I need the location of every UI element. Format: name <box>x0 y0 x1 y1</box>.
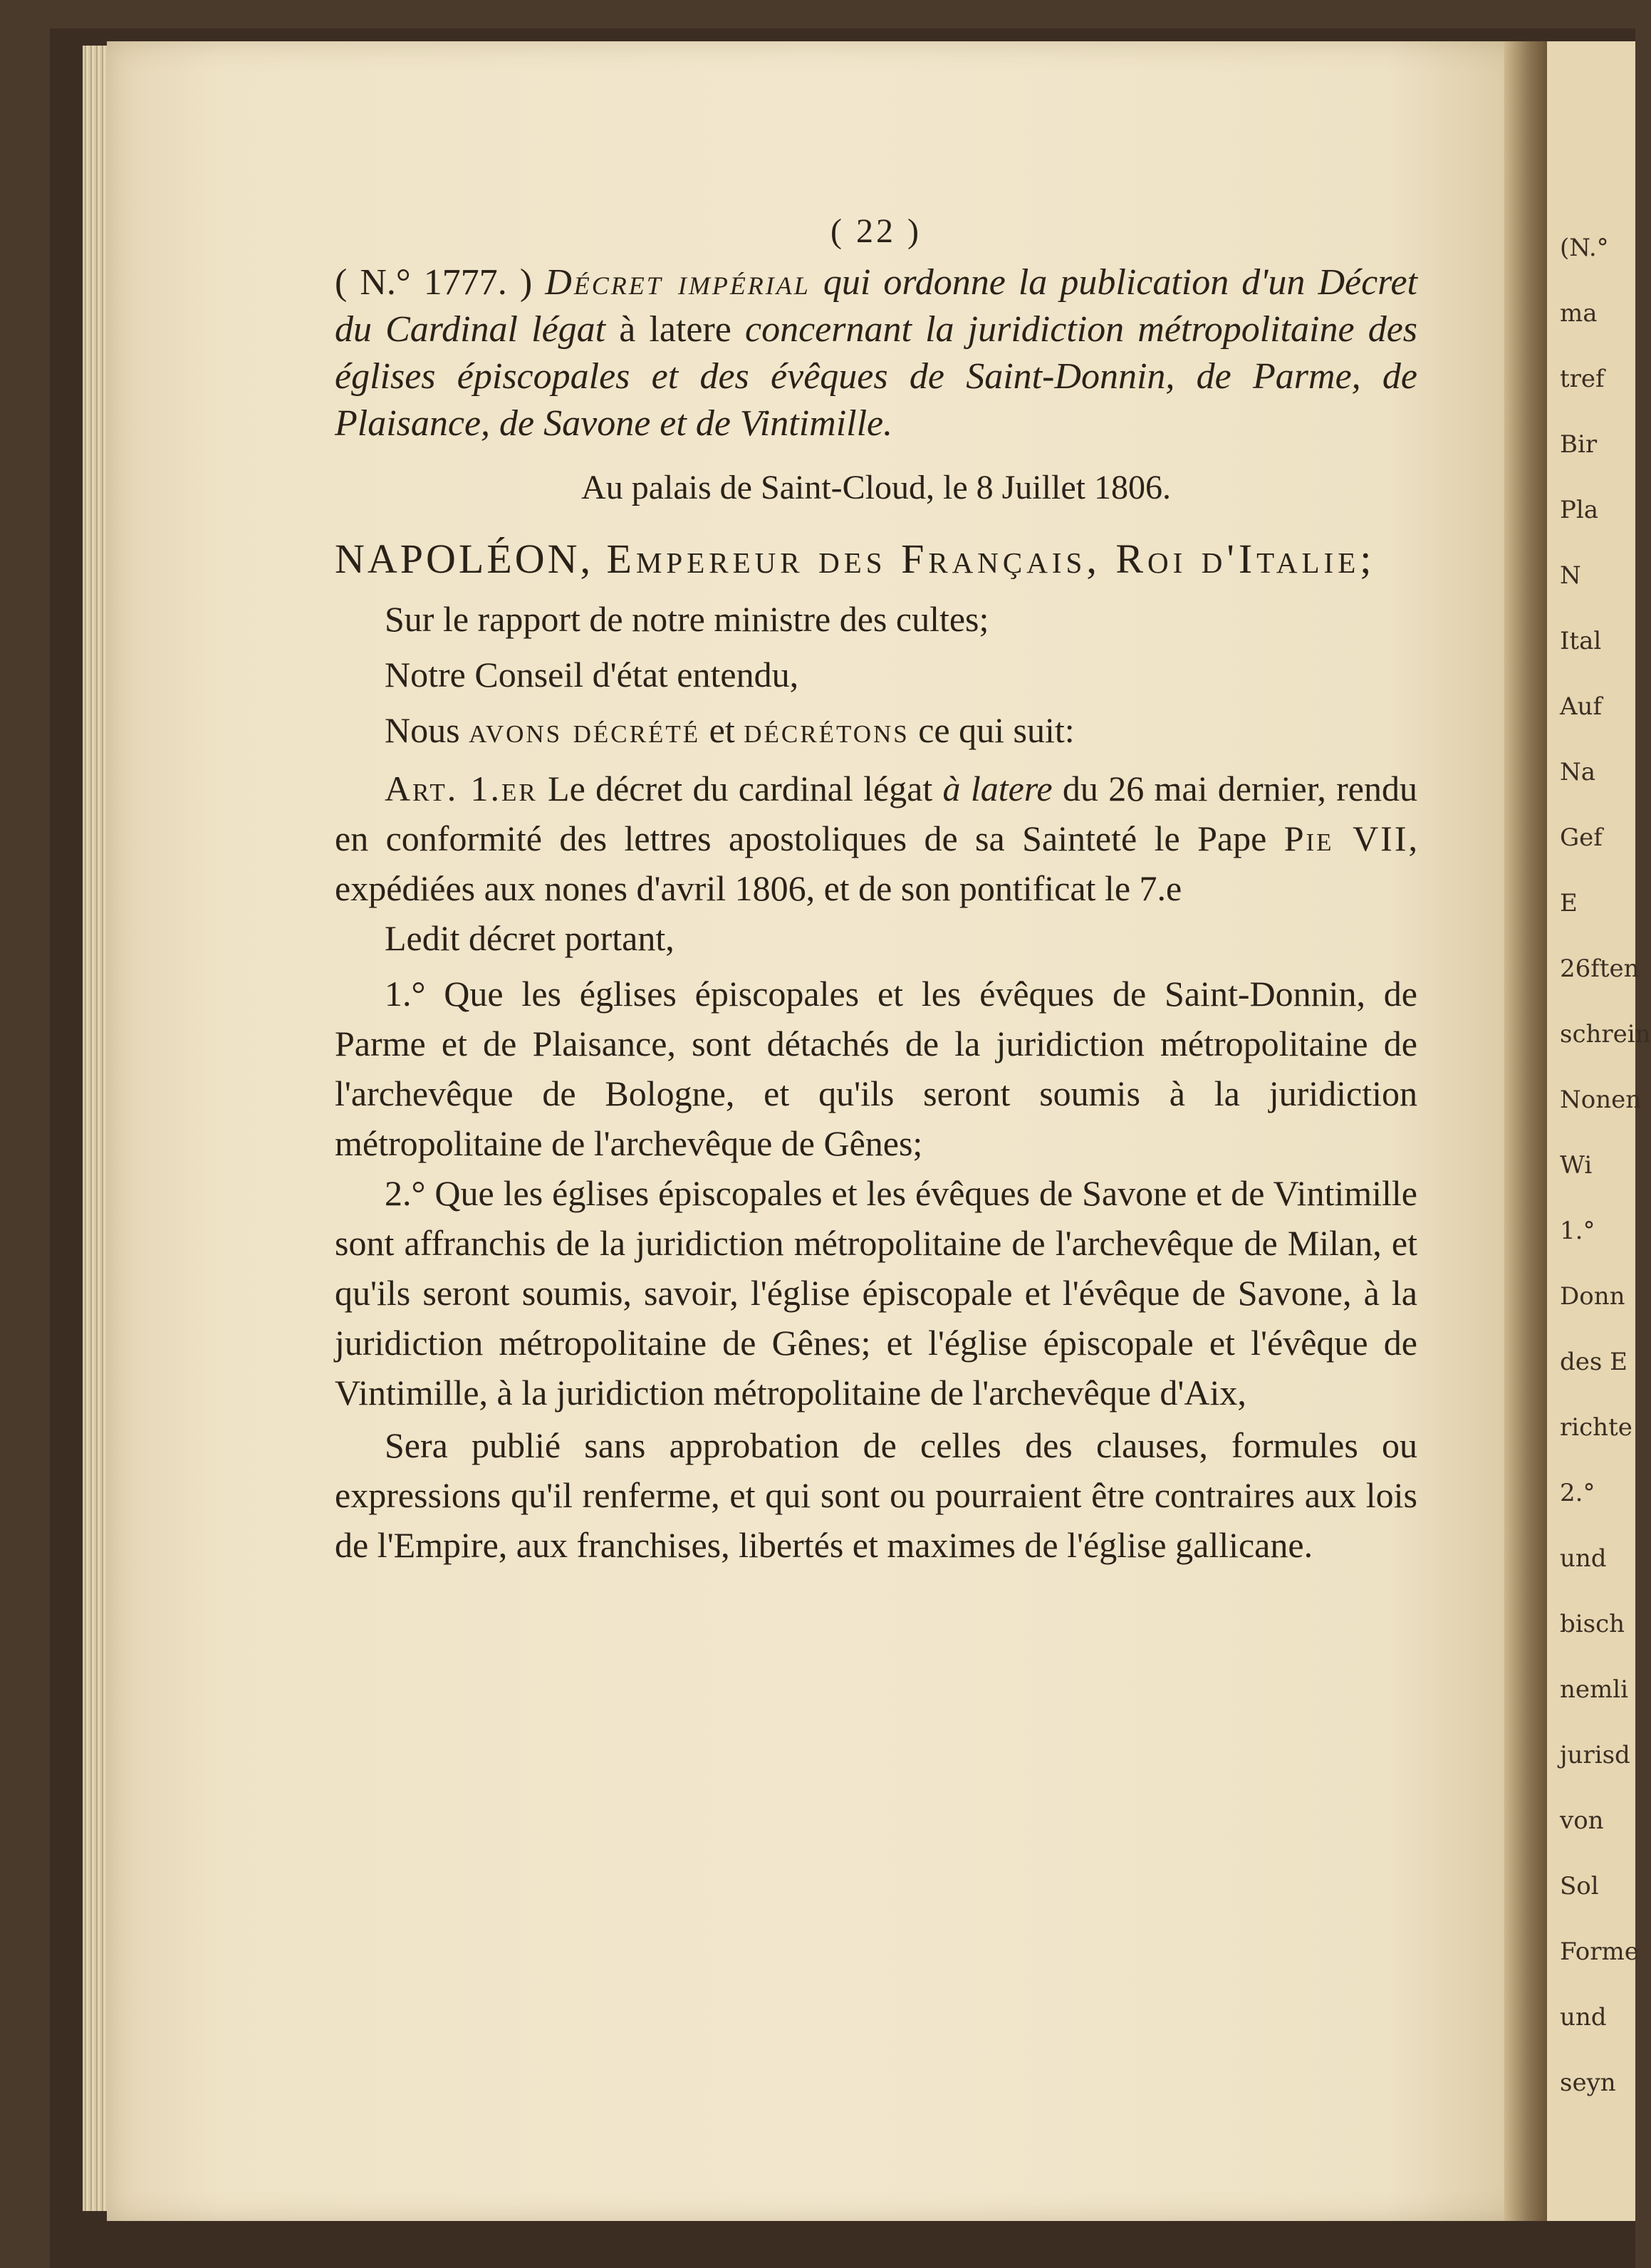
facing-page-fragment: bisch <box>1560 1610 1625 1638</box>
emperor-name: NAPOLÉON, <box>335 536 594 582</box>
decree-item-2: 2.° Que les églises épiscopales et les évêques de Savone et de Vintimille sont affranchis de la juridiction métropolitaine de l'archevêque de Milan, et qu'ils seront soumis, savoir, l'église épiscopale et l'évêque de Savone, à la juridiction métropolitaine de Gênes; et l'église épiscopale et l'évêque de Vintimille, à la juridiction métropolitaine de l'archevêque d'Aix, <box>335 1173 1417 1413</box>
facing-page-fragment: Forme <box>1560 1937 1639 1966</box>
formula-and: et <box>709 710 735 750</box>
formula-decretons: décrétons <box>744 710 910 750</box>
article-text-1: Le décret du cardinal légat <box>548 769 933 808</box>
page-number: ( 22 ) <box>830 212 922 250</box>
facing-page-fragment: Nonen <box>1560 1086 1642 1114</box>
facing-page-fragment: seyn <box>1560 2069 1616 2097</box>
formula-end: ce qui suit: <box>918 710 1075 750</box>
decree-label: Décret impérial <box>545 262 811 303</box>
decree-number: ( N.° 1777. ) <box>335 262 533 303</box>
facing-page-fragment: N <box>1560 561 1581 590</box>
decree-title <box>335 259 1417 447</box>
article-label: Art. 1.er <box>385 769 538 808</box>
formula-avons: avons décrété <box>469 710 701 750</box>
decree-formula <box>335 705 1417 755</box>
preamble-line: Sur le rapport de notre ministre des cultes; <box>385 599 989 639</box>
facing-page-fragment: tref <box>1560 365 1605 393</box>
ledit-line: Ledit décret portant, <box>385 918 675 958</box>
article-text-2: du 26 mai dernier, rendu en conformité des lettres apostoliques de sa Sainteté le Pape <box>335 769 1417 858</box>
decree-item-1: 1.° Que les églises épiscopales et les évêques de Saint-Donnin, de Parme et de Plaisance, sont détachés de la juridiction métropolitaine de l'archevêque de Bologne, et qu'ils seront soumis à la juridiction métropolitaine de l'archevêque de Gênes; <box>335 974 1417 1163</box>
facing-page-fragment: jurisd <box>1560 1741 1630 1769</box>
facing-page-fragment: Wi <box>1560 1151 1593 1180</box>
article-a-latere: à latere <box>942 769 1053 808</box>
facing-page-fragment: E <box>1560 889 1578 917</box>
preamble-line: Notre Conseil d'état entendu, <box>385 655 799 695</box>
facing-page-fragment: von <box>1560 1806 1604 1835</box>
title-text-1: qui ordonne la publication d'un Décret du Cardinal légat <box>335 262 1417 350</box>
facing-page-fragment: des E <box>1560 1348 1627 1376</box>
facing-page-fragment: 2.° <box>1560 1479 1595 1507</box>
facing-page-fragment: und <box>1560 2003 1607 2032</box>
facing-page-fragment: Donn <box>1560 1282 1625 1311</box>
facing-page-fragment: schrein <box>1560 1020 1651 1049</box>
facing-page-fragment: (N.° <box>1560 234 1609 262</box>
facing-page-fragment: richte <box>1560 1413 1632 1442</box>
title-a-latere: à latere <box>619 309 731 350</box>
article-1 <box>335 764 1417 913</box>
facing-page-fragment: nemli <box>1560 1675 1629 1704</box>
emperor-heading <box>335 531 1417 587</box>
facing-page-fragment: 26ften <box>1560 954 1640 983</box>
facing-page-fragment: Auf <box>1560 692 1603 721</box>
book-gutter <box>1504 41 1547 2221</box>
facing-page-fragment: Sol <box>1560 1872 1599 1900</box>
facing-page-fragment: Bir <box>1560 430 1598 459</box>
page-text <box>335 207 1417 1570</box>
formula-start: Nous <box>385 710 460 750</box>
facing-page-fragment: Na <box>1560 758 1596 786</box>
pope-name: Pie VII <box>1283 818 1409 858</box>
facing-page-fragment: Gef <box>1560 823 1603 852</box>
emperor-titles: Empereur des Français, Roi d'Italie; <box>606 536 1376 582</box>
facing-page-fragment: 1.° <box>1560 1217 1595 1245</box>
facing-page-fragment: und <box>1560 1544 1607 1573</box>
facing-page-fragment: ma <box>1560 299 1598 328</box>
facing-page <box>1547 41 1651 2221</box>
article-text-3: , expédiées aux nones d'avril 1806, et de son pontificat le 7.e <box>335 818 1417 908</box>
title-text-2: concernant la juridiction métropolitaine des églises épiscopales et des évêques de Saint-Donnin, de Parme, de Plaisance, de Savone et de Vintimille. <box>335 309 1418 444</box>
facing-page-fragment: Pla <box>1560 496 1599 524</box>
place-date: Au palais de Saint-Cloud, le 8 Juillet 1806. <box>581 469 1171 506</box>
facing-page-fragment: Ital <box>1560 627 1602 655</box>
closing-paragraph: Sera publié sans approbation de celles des clauses, formules ou expressions qu'il renferme, et qui sont ou pourraient être contraires aux lois de l'Empire, aux franchises, libertés et maximes de l'église gallicane. <box>335 1425 1417 1565</box>
